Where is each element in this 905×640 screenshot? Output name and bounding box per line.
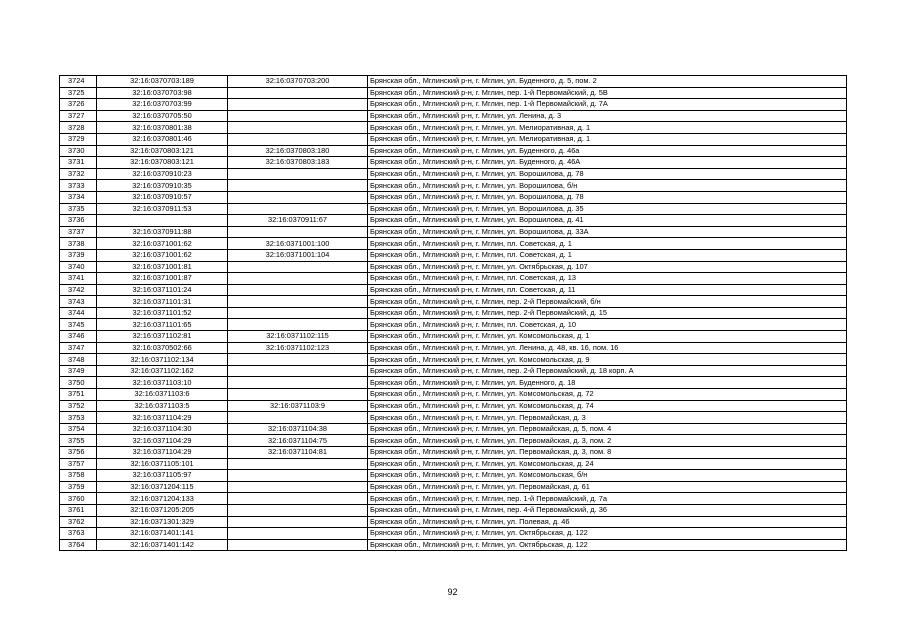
row-number-cell: 3749 xyxy=(60,365,97,377)
cadastral-number-cell xyxy=(97,215,228,227)
cadastral-number-cell: 32:16:0371101:24 xyxy=(97,284,228,296)
address-cell: Брянская обл., Мглинский р-н, г. Мглин, ул. Комсомольская, д. 72 xyxy=(368,389,847,401)
row-number-cell: 3743 xyxy=(60,296,97,308)
row-number-cell: 3763 xyxy=(60,528,97,540)
row-number-cell: 3742 xyxy=(60,284,97,296)
building-cadastral-number-cell xyxy=(228,284,368,296)
building-cadastral-number-cell xyxy=(228,122,368,134)
table-row xyxy=(60,354,847,366)
table-row xyxy=(60,377,847,389)
building-cadastral-number-cell: 32:16:0370803:183 xyxy=(228,157,368,169)
row-number-cell: 3731 xyxy=(60,157,97,169)
cadastral-number-cell: 32:16:0371001:87 xyxy=(97,273,228,285)
row-number-cell: 3747 xyxy=(60,342,97,354)
table-row xyxy=(60,226,847,238)
cadastral-table xyxy=(59,75,847,551)
address-cell: Брянская обл., Мглинский р-н, г. Мглин, ул. Ленина, д. 3 xyxy=(368,110,847,122)
row-number-cell: 3738 xyxy=(60,238,97,250)
building-cadastral-number-cell xyxy=(228,203,368,215)
table-row xyxy=(60,296,847,308)
cadastral-number-cell: 32:16:0371401:142 xyxy=(97,539,228,551)
table-row xyxy=(60,516,847,528)
address-cell: Брянская обл., Мглинский р-н, г. Мглин, ул. Ворошилова, д. 78 xyxy=(368,168,847,180)
table-row xyxy=(60,504,847,516)
row-number-cell: 3746 xyxy=(60,331,97,343)
table-row xyxy=(60,435,847,447)
row-number-cell: 3754 xyxy=(60,423,97,435)
building-cadastral-number-cell xyxy=(228,493,368,505)
address-cell: Брянская обл., Мглинский р-н, г. Мглин, пл. Советская, д. 1 xyxy=(368,249,847,261)
building-cadastral-number-cell xyxy=(228,539,368,551)
address-cell: Брянская обл., Мглинский р-н, г. Мглин, пер. 1-й Первомайский, д. 7а xyxy=(368,493,847,505)
address-cell: Брянская обл., Мглинский р-н, г. Мглин, ул. Комсомольская, д. 74 xyxy=(368,400,847,412)
cadastral-number-cell: 32:16:0370703:99 xyxy=(97,99,228,111)
cadastral-number-cell: 32:16:0371001:62 xyxy=(97,249,228,261)
address-cell: Брянская обл., Мглинский р-н, г. Мглин, ул. Буденного, д. 5, пом. 2 xyxy=(368,76,847,88)
address-cell: Брянская обл., Мглинский р-н, г. Мглин, ул. Первомайская, д. 5, пом. 4 xyxy=(368,423,847,435)
address-cell: Брянская обл., Мглинский р-н, г. Мглин, ул. Ленина, д. 48, кв. 16, пом. 16 xyxy=(368,342,847,354)
address-cell: Брянская обл., Мглинский р-н, г. Мглин, ул. Комсомольская, д. 1 xyxy=(368,331,847,343)
cadastral-number-cell: 32:16:0371401:141 xyxy=(97,528,228,540)
building-cadastral-number-cell: 32:16:0370703:200 xyxy=(228,76,368,88)
building-cadastral-number-cell: 32:16:0371104:75 xyxy=(228,435,368,447)
row-number-cell: 3730 xyxy=(60,145,97,157)
building-cadastral-number-cell xyxy=(228,110,368,122)
address-cell: Брянская обл., Мглинский р-н, г. Мглин, ул. Комсомольская, б/н xyxy=(368,470,847,482)
cadastral-number-cell: 32:16:0370502:66 xyxy=(97,342,228,354)
row-number-cell: 3761 xyxy=(60,504,97,516)
cadastral-number-cell: 32:16:0371103:5 xyxy=(97,400,228,412)
building-cadastral-number-cell xyxy=(228,504,368,516)
table-row xyxy=(60,133,847,145)
building-cadastral-number-cell: 32:16:0370803:180 xyxy=(228,145,368,157)
building-cadastral-number-cell xyxy=(228,470,368,482)
address-cell: Брянская обл., Мглинский р-н, г. Мглин, ул. Ворошилова, д. 33А xyxy=(368,226,847,238)
address-cell: Брянская обл., Мглинский р-н, г. Мглин, ул. Первомайская, д. 3 xyxy=(368,412,847,424)
address-cell: Брянская обл., Мглинский р-н, г. Мглин, пл. Советская, д. 10 xyxy=(368,319,847,331)
building-cadastral-number-cell xyxy=(228,273,368,285)
row-number-cell: 3756 xyxy=(60,447,97,459)
row-number-cell: 3751 xyxy=(60,389,97,401)
building-cadastral-number-cell xyxy=(228,319,368,331)
cadastral-number-cell: 32:16:0371101:65 xyxy=(97,319,228,331)
cadastral-number-cell: 32:16:0371104:30 xyxy=(97,423,228,435)
address-cell: Брянская обл., Мглинский р-н, г. Мглин, ул. Полевая, д. 46 xyxy=(368,516,847,528)
table-row xyxy=(60,528,847,540)
table-row xyxy=(60,493,847,505)
cadastral-number-cell: 32:16:0370803:121 xyxy=(97,145,228,157)
table-row xyxy=(60,122,847,134)
address-cell: Брянская обл., Мглинский р-н, г. Мглин, ул. Октябрьская, д. 122 xyxy=(368,539,847,551)
row-number-cell: 3748 xyxy=(60,354,97,366)
building-cadastral-number-cell: 32:16:0371102:123 xyxy=(228,342,368,354)
building-cadastral-number-cell: 32:16:0371001:100 xyxy=(228,238,368,250)
address-cell: Брянская обл., Мглинский р-н, г. Мглин, пер. 1-й Первомайский, д. 5В xyxy=(368,87,847,99)
table-row xyxy=(60,423,847,435)
row-number-cell: 3739 xyxy=(60,249,97,261)
page-number: 92 xyxy=(447,587,458,597)
cadastral-number-cell: 32:16:0371001:62 xyxy=(97,238,228,250)
table-row xyxy=(60,157,847,169)
address-cell: Брянская обл., Мглинский р-н, г. Мглин, пер. 2-й Первомайский, д. 15 xyxy=(368,307,847,319)
row-number-cell: 3741 xyxy=(60,273,97,285)
row-number-cell: 3737 xyxy=(60,226,97,238)
address-cell: Брянская обл., Мглинский р-н, г. Мглин, ул. Октябрьская, д. 122 xyxy=(368,528,847,540)
row-number-cell: 3729 xyxy=(60,133,97,145)
table-row xyxy=(60,389,847,401)
table-row xyxy=(60,249,847,261)
cadastral-number-cell: 32:16:0371103:6 xyxy=(97,389,228,401)
building-cadastral-number-cell xyxy=(228,296,368,308)
table-row xyxy=(60,365,847,377)
cadastral-number-cell: 32:16:0371102:81 xyxy=(97,331,228,343)
building-cadastral-number-cell xyxy=(228,354,368,366)
table-body xyxy=(60,76,847,551)
cadastral-number-cell: 32:16:0371104:29 xyxy=(97,435,228,447)
row-number-cell: 3759 xyxy=(60,481,97,493)
cadastral-number-cell: 32:16:0370703:98 xyxy=(97,87,228,99)
cadastral-number-cell: 32:16:0370910:57 xyxy=(97,191,228,203)
cadastral-number-cell: 32:16:0370911:53 xyxy=(97,203,228,215)
table-row xyxy=(60,203,847,215)
table-row xyxy=(60,539,847,551)
table-row xyxy=(60,76,847,88)
cadastral-number-cell: 32:16:0370801:46 xyxy=(97,133,228,145)
row-number-cell: 3736 xyxy=(60,215,97,227)
building-cadastral-number-cell xyxy=(228,365,368,377)
address-cell: Брянская обл., Мглинский р-н, г. Мглин, ул. Буденного, д. 18 xyxy=(368,377,847,389)
cadastral-number-cell: 32:16:0371102:162 xyxy=(97,365,228,377)
cadastral-number-cell: 32:16:0371301:329 xyxy=(97,516,228,528)
address-cell: Брянская обл., Мглинский р-н, г. Мглин, пл. Советская, д. 11 xyxy=(368,284,847,296)
table-row xyxy=(60,307,847,319)
table-row xyxy=(60,238,847,250)
address-cell: Брянская обл., Мглинский р-н, г. Мглин, пер. 2-й Первомайский, д. 18 корп. А xyxy=(368,365,847,377)
building-cadastral-number-cell: 32:16:0370911:67 xyxy=(228,215,368,227)
building-cadastral-number-cell: 32:16:0371001:104 xyxy=(228,249,368,261)
address-cell: Брянская обл., Мглинский р-н, г. Мглин, пл. Советская, д. 13 xyxy=(368,273,847,285)
table-row xyxy=(60,180,847,192)
address-cell: Брянская обл., Мглинский р-н, г. Мглин, ул. Ворошилова, д. 35 xyxy=(368,203,847,215)
building-cadastral-number-cell xyxy=(228,261,368,273)
row-number-cell: 3757 xyxy=(60,458,97,470)
address-cell: Брянская обл., Мглинский р-н, г. Мглин, ул. Ворошилова, б/н xyxy=(368,180,847,192)
table-row xyxy=(60,145,847,157)
table-row xyxy=(60,400,847,412)
building-cadastral-number-cell xyxy=(228,191,368,203)
cadastral-number-cell: 32:16:0371104:29 xyxy=(97,447,228,459)
building-cadastral-number-cell xyxy=(228,99,368,111)
cadastral-number-cell: 32:16:0370910:23 xyxy=(97,168,228,180)
cadastral-number-cell: 32:16:0370911:88 xyxy=(97,226,228,238)
table-row xyxy=(60,99,847,111)
row-number-cell: 3764 xyxy=(60,539,97,551)
building-cadastral-number-cell xyxy=(228,168,368,180)
address-cell: Брянская обл., Мглинский р-н, г. Мглин, ул. Ворошилова, д. 41 xyxy=(368,215,847,227)
table-row xyxy=(60,273,847,285)
table-row xyxy=(60,284,847,296)
cadastral-number-cell: 32:16:0371105:101 xyxy=(97,458,228,470)
address-cell: Брянская обл., Мглинский р-н, г. Мглин, пл. Советская, д. 1 xyxy=(368,238,847,250)
cadastral-number-cell: 32:16:0371101:31 xyxy=(97,296,228,308)
table-row xyxy=(60,470,847,482)
address-cell: Брянская обл., Мглинский р-н, г. Мглин, ул. Ворошилова, д. 78 xyxy=(368,191,847,203)
address-cell: Брянская обл., Мглинский р-н, г. Мглин, ул. Первомайская, д. 3, пом. 8 xyxy=(368,447,847,459)
building-cadastral-number-cell xyxy=(228,516,368,528)
cadastral-number-cell: 32:16:0371001:81 xyxy=(97,261,228,273)
address-cell: Брянская обл., Мглинский р-н, г. Мглин, ул. Октябрьская, д. 107 xyxy=(368,261,847,273)
building-cadastral-number-cell: 32:16:0371102:115 xyxy=(228,331,368,343)
cadastral-number-cell: 32:16:0371204:115 xyxy=(97,481,228,493)
row-number-cell: 3740 xyxy=(60,261,97,273)
table-row xyxy=(60,215,847,227)
building-cadastral-number-cell xyxy=(228,412,368,424)
address-cell: Брянская обл., Мглинский р-н, г. Мглин, ул. Мелиоративная, д. 1 xyxy=(368,133,847,145)
building-cadastral-number-cell: 32:16:0371104:38 xyxy=(228,423,368,435)
building-cadastral-number-cell: 32:16:0371103:9 xyxy=(228,400,368,412)
address-cell: Брянская обл., Мглинский р-н, г. Мглин, ул. Комсомольская, д. 24 xyxy=(368,458,847,470)
table-row xyxy=(60,191,847,203)
row-number-cell: 3728 xyxy=(60,122,97,134)
building-cadastral-number-cell xyxy=(228,377,368,389)
table-row xyxy=(60,412,847,424)
row-number-cell: 3762 xyxy=(60,516,97,528)
row-number-cell: 3744 xyxy=(60,307,97,319)
row-number-cell: 3733 xyxy=(60,180,97,192)
row-number-cell: 3734 xyxy=(60,191,97,203)
building-cadastral-number-cell xyxy=(228,307,368,319)
cadastral-number-cell: 32:16:0371205:205 xyxy=(97,504,228,516)
row-number-cell: 3752 xyxy=(60,400,97,412)
row-number-cell: 3753 xyxy=(60,412,97,424)
address-cell: Брянская обл., Мглинский р-н, г. Мглин, ул. Буденного, д. 46А xyxy=(368,157,847,169)
row-number-cell: 3732 xyxy=(60,168,97,180)
table-row xyxy=(60,110,847,122)
table-row xyxy=(60,447,847,459)
table-row xyxy=(60,481,847,493)
cadastral-number-cell: 32:16:0370803:121 xyxy=(97,157,228,169)
cadastral-number-cell: 32:16:0371103:10 xyxy=(97,377,228,389)
table-row xyxy=(60,87,847,99)
building-cadastral-number-cell xyxy=(228,87,368,99)
table-row xyxy=(60,458,847,470)
cadastral-number-cell: 32:16:0371101:52 xyxy=(97,307,228,319)
row-number-cell: 3750 xyxy=(60,377,97,389)
building-cadastral-number-cell: 32:16:0371104:81 xyxy=(228,447,368,459)
address-cell: Брянская обл., Мглинский р-н, г. Мглин, ул. Буденного, д. 46а xyxy=(368,145,847,157)
cadastral-number-cell: 32:16:0371104:29 xyxy=(97,412,228,424)
row-number-cell: 3758 xyxy=(60,470,97,482)
address-cell: Брянская обл., Мглинский р-н, г. Мглин, ул. Первомайская, д. 61 xyxy=(368,481,847,493)
building-cadastral-number-cell xyxy=(228,528,368,540)
address-cell: Брянская обл., Мглинский р-н, г. Мглин, пер. 2-й Первомайский, б/н xyxy=(368,296,847,308)
cadastral-number-cell: 32:16:0370910:35 xyxy=(97,180,228,192)
address-cell: Брянская обл., Мглинский р-н, г. Мглин, пер. 4-й Первомайский, д. 36 xyxy=(368,504,847,516)
cadastral-number-cell: 32:16:0371105:97 xyxy=(97,470,228,482)
address-cell: Брянская обл., Мглинский р-н, г. Мглин, ул. Первомайская, д. 3, пом. 2 xyxy=(368,435,847,447)
row-number-cell: 3745 xyxy=(60,319,97,331)
row-number-cell: 3725 xyxy=(60,87,97,99)
table-row xyxy=(60,319,847,331)
cadastral-number-cell: 32:16:0371102:134 xyxy=(97,354,228,366)
row-number-cell: 3735 xyxy=(60,203,97,215)
row-number-cell: 3727 xyxy=(60,110,97,122)
building-cadastral-number-cell xyxy=(228,180,368,192)
address-cell: Брянская обл., Мглинский р-н, г. Мглин, пер. 1-й Первомайский, д. 7А xyxy=(368,99,847,111)
table-row xyxy=(60,331,847,343)
row-number-cell: 3755 xyxy=(60,435,97,447)
row-number-cell: 3726 xyxy=(60,99,97,111)
cadastral-number-cell: 32:16:0371204:133 xyxy=(97,493,228,505)
table-row xyxy=(60,261,847,273)
table-row xyxy=(60,168,847,180)
cadastral-number-cell: 32:16:0370703:189 xyxy=(97,76,228,88)
row-number-cell: 3760 xyxy=(60,493,97,505)
address-cell: Брянская обл., Мглинский р-н, г. Мглин, ул. Комсомольская, д. 9 xyxy=(368,354,847,366)
building-cadastral-number-cell xyxy=(228,226,368,238)
building-cadastral-number-cell xyxy=(228,481,368,493)
row-number-cell: 3724 xyxy=(60,76,97,88)
address-cell: Брянская обл., Мглинский р-н, г. Мглин, ул. Мелиоративная, д. 1 xyxy=(368,122,847,134)
building-cadastral-number-cell xyxy=(228,133,368,145)
table-row xyxy=(60,342,847,354)
building-cadastral-number-cell xyxy=(228,389,368,401)
cadastral-number-cell: 32:16:0370801:38 xyxy=(97,122,228,134)
building-cadastral-number-cell xyxy=(228,458,368,470)
cadastral-number-cell: 32:16:0370705:50 xyxy=(97,110,228,122)
